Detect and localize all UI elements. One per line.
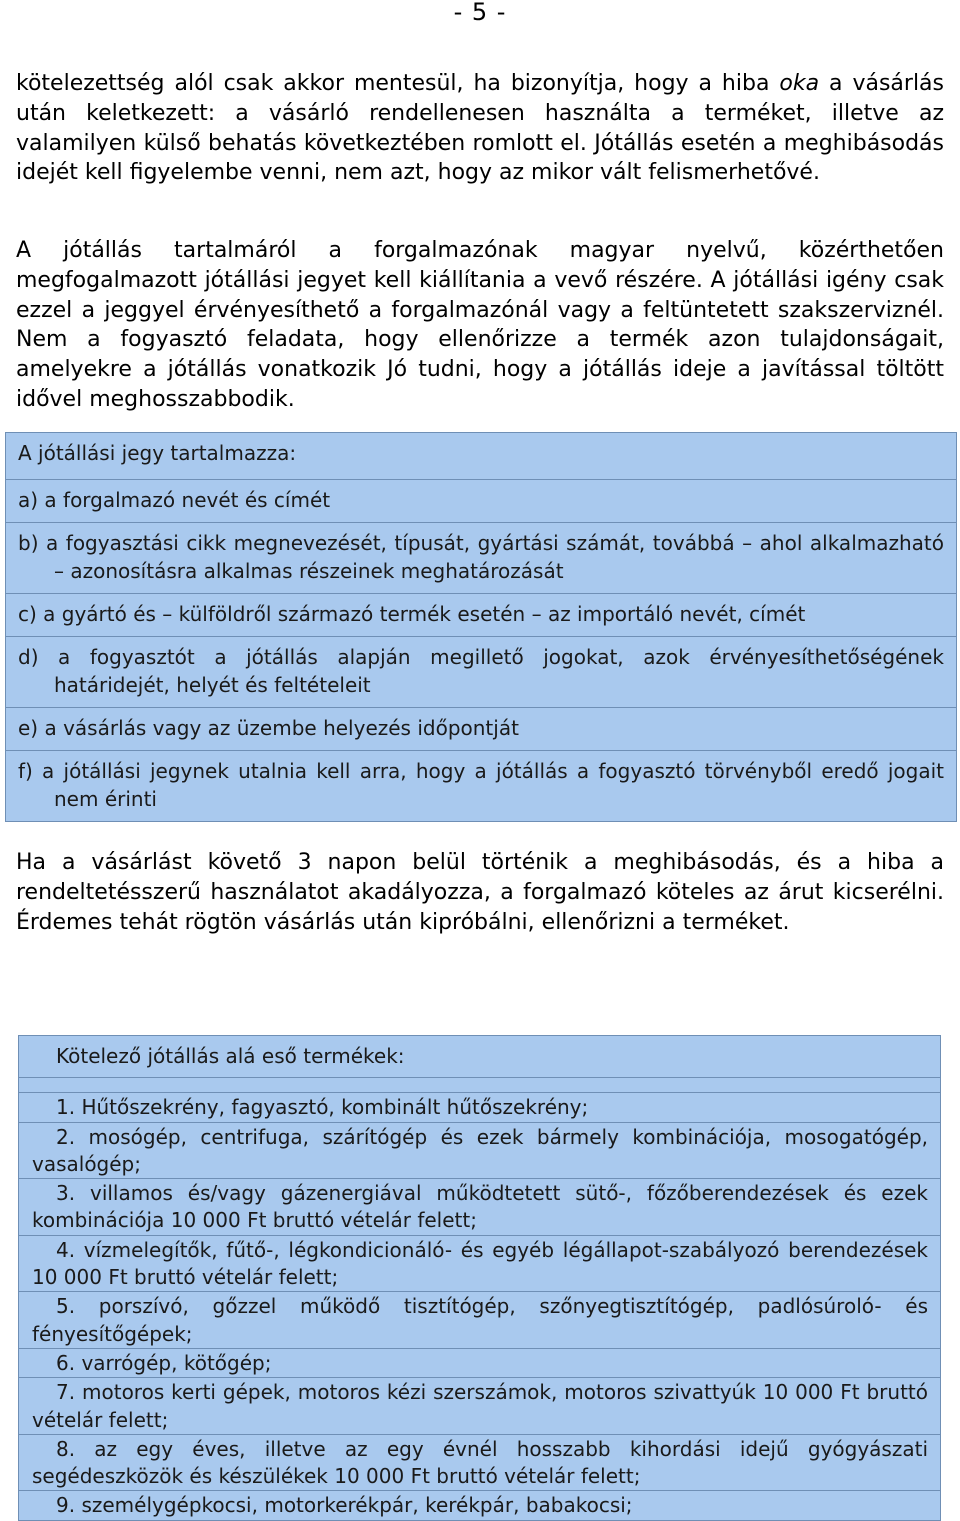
list-item xyxy=(19,1122,941,1179)
paragraph-warranty-card: A jótállás tartalmáról a forgalmazónak magyar nyelvű, közérthetően megfogalmazott jótállási jegyet kell kiállítania a vevő részére. A jótállási igény csak ezzel a jeggyel érvényesíthető a forgalmazónál vagy a feltüntetett szakszerviznél. Nem a fogyasztó feladata, hogy ellenőrizze a termék azon tulajdonságait, amelyekre a jótállás vonatkozik Jó tudni, hogy a jótállás ideje a javítással töltött idővel meghosszabbodik. xyxy=(16,238,944,412)
paragraph-text-part: a vásárlás után keletkezett: a vásárló rendellenesen használta a terméket, illetve az valamilyen külső behatás következtében romlott el. Jótállás esetén a meghibásodás idejét kell figyelembe venni, nem azt, hogy az mikor vált felismerhetővé. xyxy=(16,71,944,186)
list-item: f) a jótállási jegynek utalnia kell arra, hogy a jótállás a fogyasztó törvényből eredő jogait nem érinti xyxy=(6,751,957,822)
box-heading: A jótállási jegy tartalmazza: xyxy=(6,433,957,480)
paragraph-italic-word: oka xyxy=(779,71,820,96)
list-item-text: 8. az egy éves, illetve az egy évnél hosszabb kihordási idejű gyógyászati segédeszközök és készülékek 10 000 Ft bruttó vételár felett; xyxy=(32,1436,928,1489)
list-item-text: 5. porszívó, gőzzel működő tisztítógép, szőnyegtisztítógép, padlósúroló- és fényesítőgépek; xyxy=(32,1294,928,1346)
list-item xyxy=(19,1179,941,1236)
list-item xyxy=(19,1434,941,1491)
paragraph-replacement-rule: Ha a vásárlást követő 3 napon belül történik a meghibásodás, és a hiba a rendeltetésszerű használatot akadályozza, a forgalmazó köteles az árut kicserélni. Érdemes tehát rögtön vásárlás után kipróbálni, ellenőrizni a terméket. xyxy=(16,850,944,935)
list-item xyxy=(19,1378,941,1435)
page-number: - 5 - xyxy=(453,0,507,26)
list-item: d) a fogyasztót a jótállás alapján megillető jogokat, azok érvényesíthetőségének határidejét, helyét és feltételeit xyxy=(6,637,957,708)
list-item xyxy=(19,1491,941,1520)
list-item-text: 1. Hűtőszekrény, fagyasztó, kombinált hűtőszekrény; xyxy=(56,1095,589,1120)
list-item: b) a fogyasztási cikk megnevezését, típusát, gyártási számát, továbbá – ahol alkalmazható – azonosításra alkalmas részeinek meghatározását xyxy=(6,523,957,594)
list-item-text: 2. mosógép, centrifuga, szárítógép és ezek bármely kombinációja, mosogatógép, vasalógép; xyxy=(32,1124,928,1176)
list-item-text: 7. motoros kerti gépek, motoros kézi szerszámok, motoros szivattyúk 10 000 Ft bruttó vételár felett; xyxy=(32,1380,928,1432)
list-item-text: 9. személygépkocsi, motorkerékpár, kerékpár, babakocsi; xyxy=(56,1493,633,1518)
box-heading: Kötelező jótállás alá eső termékek: xyxy=(19,1036,941,1078)
paragraph-text-part: kötelezettség alól csak akkor mentesül, ha bizonyítja, hogy a hiba xyxy=(16,71,780,96)
list-item xyxy=(19,1235,941,1292)
list-item: c) a gyártó és – külföldről származó termék esetén – az importáló nevét, címét xyxy=(6,594,957,637)
list-item xyxy=(19,1292,941,1349)
list-item: a) a forgalmazó nevét és címét xyxy=(6,480,957,523)
list-item-text: 4. vízmelegítők, fűtő-, légkondicionáló- és egyéb légállapot-szabályozó berendezések 10 000 Ft bruttó vételár felett; xyxy=(32,1237,928,1290)
list-item: e) a vásárlás vagy az üzembe helyezés időpontját xyxy=(6,708,957,751)
list-item xyxy=(19,1093,941,1122)
paragraph-warranty-exemption xyxy=(16,69,944,188)
list-item xyxy=(19,1348,941,1377)
box-spacer xyxy=(19,1078,941,1093)
list-item-text: 3. villamos és/vagy gázenergiával működtetett sütő-, főzőberendezések és ezek kombinációja 10 000 Ft bruttó vételár felett; xyxy=(32,1181,928,1233)
list-item-text: 6. varrógép, kötőgép; xyxy=(56,1350,272,1375)
mandatory-warranty-products-box xyxy=(18,1035,941,1521)
warranty-card-contents-box xyxy=(5,432,957,822)
